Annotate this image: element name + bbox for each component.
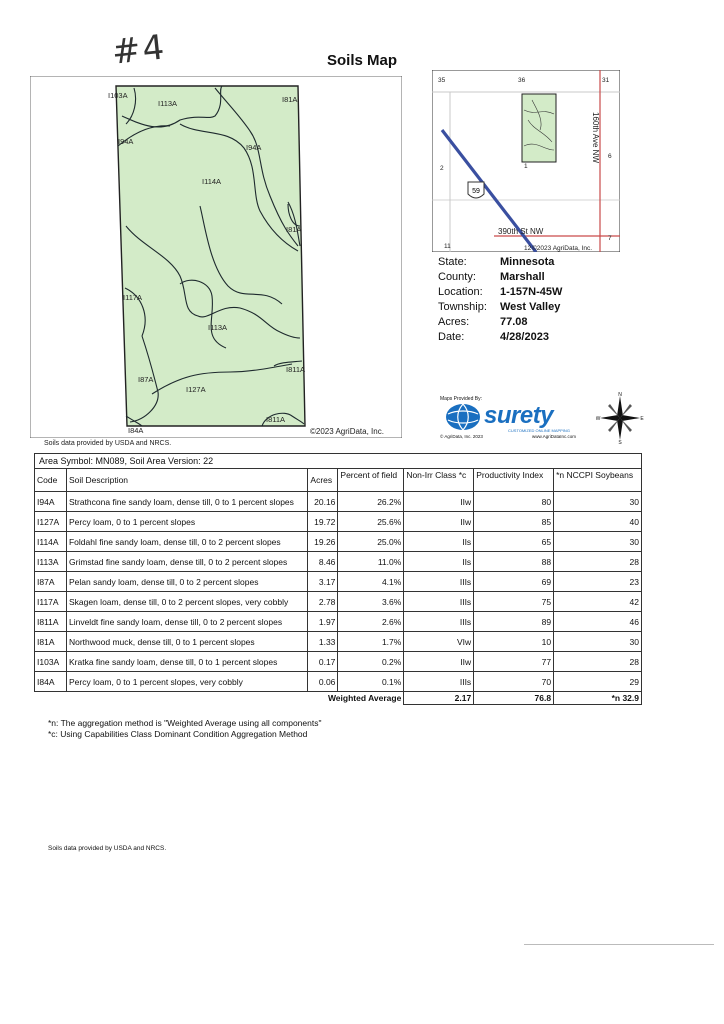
- svg-text:E: E: [640, 416, 644, 422]
- map-credit: ©2023 AgriData, Inc.: [310, 427, 384, 436]
- table-row: I94A Strathcona fine sandy loam, dense till, 0 to 1 percent slopes 20.16 26.2% IIw 80 30: [35, 492, 642, 512]
- svg-text:N: N: [618, 392, 622, 398]
- table-row: I811A Linveldt fine sandy loam, dense till, 0 to 2 percent slopes 1.97 2.6% IIIs 89 46: [35, 612, 642, 632]
- footnote-n: *n: The aggregation method is "Weighted Average using all components": [48, 718, 322, 728]
- location-map: [432, 70, 620, 252]
- compass-rose-icon: [596, 392, 644, 444]
- header-acres: Acres: [308, 469, 338, 492]
- globe-icon: [444, 402, 482, 432]
- source-note-bottom: Soils data provided by USDA and NRCS.: [48, 845, 167, 852]
- map-label: I113A: [158, 99, 178, 108]
- header-code: Code: [35, 469, 67, 492]
- divider: [524, 944, 714, 945]
- map-label: I114A: [202, 177, 222, 186]
- section-number: 31: [602, 77, 610, 84]
- section-number: 1: [524, 163, 528, 170]
- page-title: Soils Map: [326, 52, 397, 69]
- section-number: 7: [608, 235, 612, 242]
- map-label: I81A: [282, 95, 298, 104]
- header-class: Non-Irr Class *c: [404, 469, 474, 492]
- section-number: 11: [444, 243, 451, 250]
- map-label: I81A: [286, 225, 302, 234]
- map-label: I94A: [246, 143, 262, 152]
- weighted-class: 2.17: [404, 692, 474, 705]
- soil-map: [30, 76, 402, 438]
- map-label: I811A: [286, 365, 306, 374]
- table-row: I87A Pelan sandy loam, dense till, 0 to 2 percent slopes 3.17 4.1% IIIs 69 23: [35, 572, 642, 592]
- footnote-c: *c: Using Capabilities Class Dominant Condition Aggregation Method: [48, 729, 308, 739]
- svg-text:59: 59: [472, 188, 480, 195]
- map-label: I94A: [118, 137, 134, 146]
- header-description: Soil Description: [66, 469, 307, 492]
- road-label-east: 160th Ave NW: [591, 112, 600, 163]
- svg-text:W: W: [596, 416, 601, 422]
- svg-text:S: S: [618, 440, 622, 444]
- header-productivity: Productivity Index: [474, 469, 554, 492]
- map-label: I113A: [208, 323, 228, 332]
- road-label-south: 390th St NW: [498, 227, 544, 236]
- table-row: I103A Kratka fine sandy loam, dense till, 0 to 1 percent slopes 0.17 0.2% IIw 77 28: [35, 652, 642, 672]
- location-map-credit: ©2023 AgriData, Inc.: [532, 245, 593, 252]
- info-acres: Acres: 77.08: [438, 316, 528, 328]
- weighted-productivity: 76.8: [474, 692, 554, 705]
- highway-shield-icon: [468, 182, 484, 198]
- surety-logo: Maps Provided By: surety CUSTOMIZED ONLINE MAPPING © AgriData, Inc. 2023 www.AgriDataInc.com: [440, 396, 577, 439]
- table-row: I113A Grimstad fine sandy loam, dense till, 0 to 2 percent slopes 8.46 11.0% IIs 88 28: [35, 552, 642, 572]
- weighted-average-label: Weighted Average: [35, 692, 404, 705]
- weighted-average-row: [35, 692, 642, 705]
- handwritten-note: #4: [110, 27, 169, 73]
- info-state: State: Minnesota: [438, 256, 555, 268]
- info-township: Township: West Valley: [438, 301, 561, 313]
- section-number: 2: [440, 165, 444, 172]
- area-symbol: Area Symbol: MN089, Soil Area Version: 22: [35, 454, 642, 469]
- table-row: I117A Skagen loam, dense till, 0 to 2 percent slopes, very cobbly 2.78 3.6% IIIs 75 42: [35, 592, 642, 612]
- map-label: I87A: [138, 375, 154, 384]
- section-number: 6: [608, 153, 612, 160]
- map-label: I103A: [108, 91, 128, 100]
- section-number: 35: [438, 77, 446, 84]
- info-location: Location: 1-157N-45W: [438, 286, 563, 298]
- map-label: I127A: [186, 385, 206, 394]
- info-date: Date: 4/28/2023: [438, 331, 549, 343]
- source-note-top: Soils data provided by USDA and NRCS.: [44, 440, 172, 447]
- info-county: County: Marshall: [438, 271, 545, 283]
- header-percent: Percent of field: [338, 469, 404, 492]
- section-number: 36: [518, 77, 526, 84]
- map-label: I811A: [266, 415, 286, 424]
- map-label: I117A: [123, 293, 143, 302]
- section-number: 12: [524, 245, 532, 252]
- header-nccpi: *n NCCPI Soybeans: [554, 469, 642, 492]
- location-parcel: [522, 94, 556, 162]
- table-header-row: [35, 469, 642, 492]
- map-label: I84A: [128, 426, 144, 435]
- table-row: I84A Percy loam, 0 to 1 percent slopes, very cobbly 0.06 0.1% IIIs 70 29: [35, 672, 642, 692]
- weighted-nccpi: *n 32.9: [554, 692, 642, 705]
- table-row: I114A Foldahl fine sandy loam, dense till, 0 to 2 percent slopes 19.26 25.0% IIs 65 30: [35, 532, 642, 552]
- soils-table: [34, 453, 642, 705]
- table-row: I81A Northwood muck, dense till, 0 to 1 percent slopes 1.33 1.7% VIw 10 30: [35, 632, 642, 652]
- table-row: I127A Percy loam, 0 to 1 percent slopes 19.72 25.6% IIw 85 40: [35, 512, 642, 532]
